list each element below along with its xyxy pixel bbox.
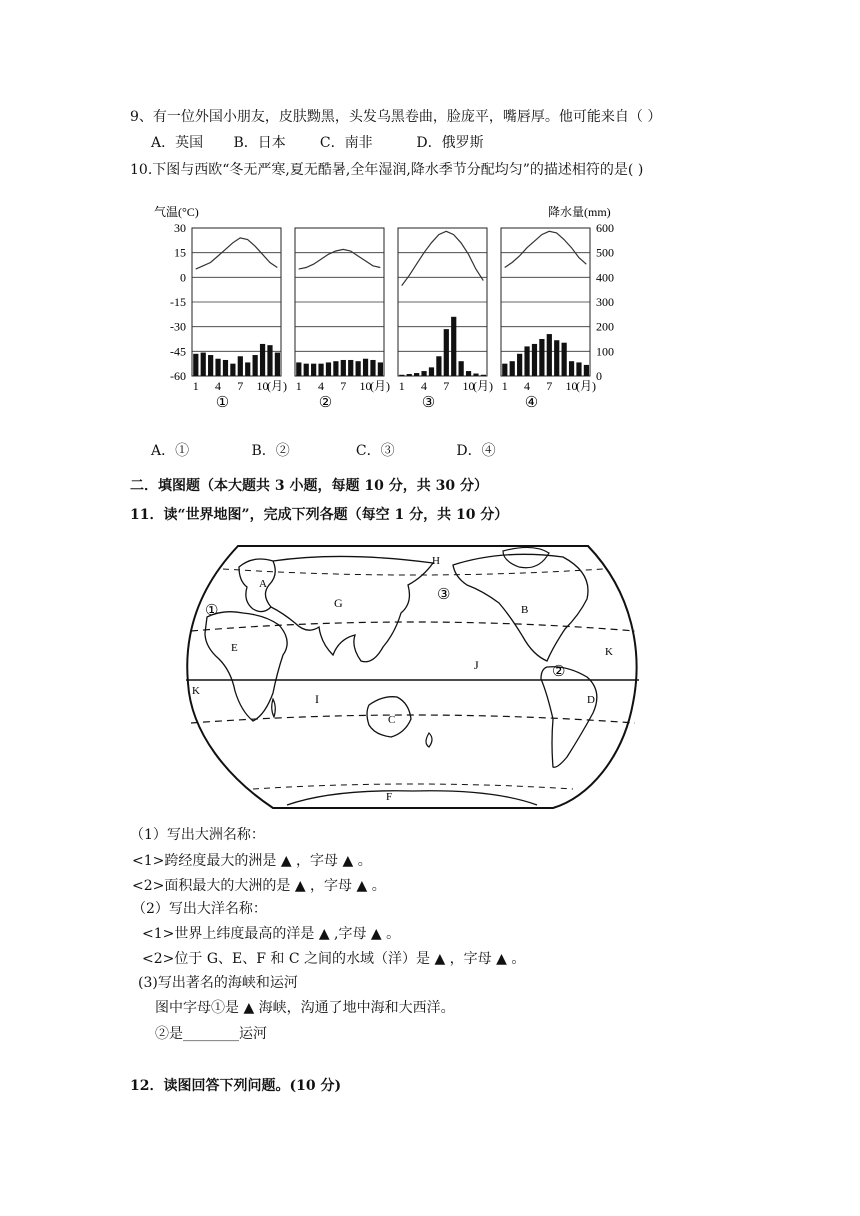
- precipitation-bar: [201, 353, 206, 376]
- precipitation-bar: [193, 354, 198, 376]
- precipitation-bar: [260, 344, 265, 376]
- precipitation-bar: [576, 362, 581, 376]
- precipitation-bar: [215, 359, 220, 376]
- precipitation-bar: [466, 371, 471, 376]
- precipitation-bar: [318, 364, 323, 376]
- precipitation-bar: [539, 339, 544, 376]
- precipitation-bar: [444, 329, 449, 376]
- tropic-north-line: [191, 622, 635, 631]
- precipitation-bar: [326, 362, 331, 376]
- q11-title: 11．读“世界地图”，完成下列各题（每空 1 分，共 10 分）: [130, 507, 509, 523]
- precipitation-bar: [554, 340, 559, 376]
- q9-option-b: B．日本: [233, 135, 286, 151]
- precipitation-bar: [311, 364, 316, 376]
- panel-label: ③: [421, 395, 436, 411]
- precipitation-bar: [253, 355, 258, 376]
- precipitation-tick-label: 300: [596, 295, 614, 309]
- precipitation-bar: [208, 355, 213, 376]
- q12-title: 12．读图回答下列问题。(10 分): [130, 1078, 342, 1094]
- antarctic-circle-line: [253, 784, 573, 789]
- precipitation-bar: [399, 375, 404, 376]
- month-tick-label: 10: [256, 379, 269, 393]
- map-label-f: F: [386, 791, 393, 803]
- temperature-axis-label: 气温(°C): [154, 205, 199, 219]
- month-tick-label: 4: [420, 379, 427, 393]
- q11-line-4: （2）写出大洋名称：: [132, 901, 267, 917]
- temperature-line: [196, 238, 278, 269]
- precipitation-axis-label: 降水量(mm): [548, 205, 611, 219]
- q11-line-7: (3)写出著名的海峡和运河: [138, 975, 298, 991]
- precipitation-bar: [407, 374, 412, 376]
- month-tick-label: 7: [340, 379, 347, 393]
- month-tick-label: (月): [473, 379, 493, 393]
- precipitation-bar: [569, 361, 574, 376]
- precipitation-bar: [348, 360, 353, 376]
- q9-option-a: A．英国: [151, 135, 204, 151]
- precipitation-bar: [370, 360, 375, 376]
- month-tick-label: (月): [576, 379, 596, 393]
- climate-chart: [150, 198, 670, 414]
- map-label-h: H: [432, 555, 440, 567]
- precipitation-bar: [356, 361, 361, 376]
- precipitation-bar: [333, 361, 338, 376]
- precipitation-bar: [296, 362, 301, 376]
- temperature-tick-label: -15: [170, 295, 186, 309]
- month-tick-label: 7: [443, 379, 450, 393]
- month-tick-label: 1: [295, 379, 302, 393]
- precipitation-tick-label: 0: [596, 369, 602, 383]
- month-tick-label: (月): [267, 379, 287, 393]
- precipitation-bar: [584, 365, 589, 376]
- precipitation-bar: [473, 374, 478, 376]
- q10-option-d: D．④: [456, 443, 496, 459]
- temperature-tick-label: -60: [170, 369, 186, 383]
- month-tick-label: 1: [398, 379, 405, 393]
- precipitation-bar: [304, 364, 309, 376]
- month-tick-label: 7: [546, 379, 553, 393]
- map-label-j: J: [474, 658, 479, 672]
- tropic-south-line: [191, 715, 635, 723]
- precipitation-tick-label: 600: [596, 221, 614, 235]
- q10-option-a: A．①: [151, 443, 190, 459]
- map-label-i: I: [315, 692, 319, 706]
- q10-option-c: C．③: [355, 443, 395, 459]
- month-tick-label: (月): [370, 379, 390, 393]
- world-map: [183, 543, 643, 813]
- madagascar-island: [272, 699, 276, 717]
- month-tick-label: 10: [565, 379, 578, 393]
- temperature-line: [505, 231, 587, 267]
- map-label-c: C: [388, 714, 396, 726]
- month-tick-label: 4: [317, 379, 324, 393]
- q11-line-5: <1>世界上纬度最高的洋是 ▲ ,字母 ▲ 。: [142, 926, 401, 942]
- map-label-a: A: [259, 578, 267, 590]
- precipitation-bar: [341, 360, 346, 376]
- precipitation-tick-label: 400: [596, 270, 614, 285]
- month-tick-label: 1: [192, 379, 199, 393]
- panel-label: ②: [318, 395, 333, 411]
- arctic-circle-line: [223, 569, 603, 575]
- greenland-coast: [503, 547, 549, 567]
- map-label-d: D: [587, 694, 595, 706]
- map-frame: [187, 546, 636, 808]
- q10-option-b: B．②: [251, 443, 290, 459]
- precipitation-bar: [524, 346, 529, 376]
- q9-options: [151, 133, 484, 153]
- south-america-coast: [541, 667, 597, 768]
- map-label-e: E: [231, 642, 238, 654]
- temperature-tick-label: 0: [180, 270, 186, 285]
- precipitation-bar: [510, 361, 515, 376]
- section-title: 二．填图题（本大题共 3 小题，每题 10 分，共 30 分）: [130, 478, 488, 494]
- temperature-tick-label: 15: [174, 245, 186, 260]
- precipitation-bar: [436, 356, 441, 376]
- antarctica-coast: [287, 791, 537, 805]
- q10-stem: 10.下图与西欧“冬无严寒,夏无酷暑,全年湿润,降水季节分配均匀”的描述相符的是( ): [130, 162, 644, 178]
- precipitation-bar: [245, 362, 250, 376]
- map-label-b: B: [521, 604, 529, 616]
- temperature-tick-label: -45: [170, 344, 186, 359]
- q9-option-c: C．南非: [319, 135, 373, 151]
- precipitation-bar: [562, 343, 567, 376]
- precipitation-tick-label: 100: [596, 344, 614, 359]
- precipitation-bar: [378, 362, 383, 376]
- q11-line-1: （1）写出大洲名称：: [130, 827, 265, 843]
- month-tick-label: 10: [462, 379, 475, 393]
- precipitation-bar: [363, 359, 368, 376]
- asia-coast: [271, 556, 433, 661]
- precipitation-bar: [414, 373, 419, 376]
- q11-line-9: ②是________运河: [155, 1026, 267, 1042]
- precipitation-bar: [275, 353, 280, 376]
- europe-coast: [239, 559, 275, 612]
- q11-line-8: 图中字母①是 ▲ 海峡，沟通了地中海和大西洋。: [155, 1000, 455, 1016]
- precipitation-bar: [532, 344, 537, 376]
- month-tick-label: 10: [359, 379, 372, 393]
- map-label-k-right: K: [605, 646, 613, 658]
- panel-label: ①: [215, 395, 230, 411]
- q11-line-3: <2>面积最大的大洲的是 ▲ ，字母 ▲ 。: [132, 878, 386, 894]
- precipitation-bar: [429, 367, 434, 376]
- precipitation-tick-label: 500: [596, 245, 614, 260]
- map-label-k-left: K: [192, 685, 200, 697]
- map-marker-2: ②: [552, 664, 566, 680]
- temperature-tick-label: 30: [174, 221, 186, 235]
- precipitation-bar: [502, 364, 507, 376]
- precipitation-bar: [238, 356, 243, 376]
- precipitation-bar: [223, 360, 228, 376]
- q9-option-d: D．俄罗斯: [416, 135, 484, 151]
- precipitation-bar: [517, 354, 522, 376]
- precipitation-tick-label: 200: [596, 319, 614, 334]
- q11-line-6: <2>位于 G、E、F 和 C 之间的水域（洋）是 ▲ ，字母 ▲ 。: [142, 951, 526, 967]
- precipitation-bar: [421, 371, 426, 376]
- panel-label: ④: [524, 395, 539, 411]
- precipitation-bar: [481, 375, 486, 376]
- temperature-tick-label: -30: [170, 319, 186, 334]
- precipitation-bar: [547, 334, 552, 376]
- precipitation-bar: [459, 361, 464, 376]
- precipitation-bar: [451, 317, 456, 376]
- map-label-g: G: [334, 596, 343, 610]
- month-tick-label: 7: [237, 379, 244, 393]
- new-zealand-island: [426, 733, 432, 747]
- precipitation-bar: [230, 364, 235, 376]
- q10-options: [151, 441, 496, 461]
- month-tick-label: 4: [214, 379, 221, 393]
- precipitation-bar: [267, 345, 272, 376]
- month-tick-label: 1: [501, 379, 508, 393]
- map-marker-3: ③: [437, 587, 451, 603]
- month-tick-label: 4: [523, 379, 530, 393]
- q11-line-2: <1>跨经度最大的洲是 ▲ ，字母 ▲ 。: [132, 853, 372, 869]
- q9-stem: 9、有一位外国小朋友，皮肤黝黑，头发乌黑卷曲，脸庞平，嘴唇厚。他可能来自（ ）: [130, 109, 662, 125]
- map-marker-1: ①: [205, 603, 219, 619]
